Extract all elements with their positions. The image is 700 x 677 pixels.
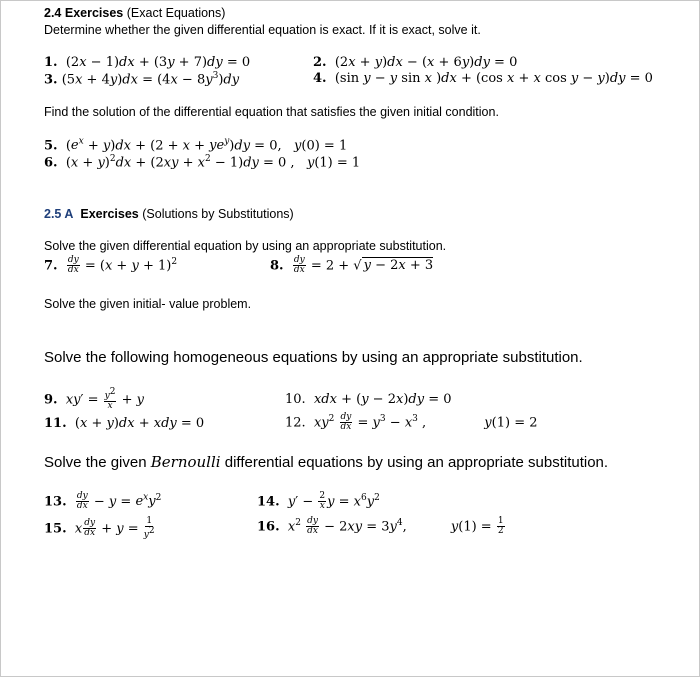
problem-4: 4. (sin y − y sin x )dx + (cos x + x cos y − y)dy = 0 (313, 71, 653, 86)
problem-3: 3. $(5x + 4y)dx = (4x - 8y^3)dy$ (44, 71, 240, 88)
ivp-instruction-2: Solve the given initial- value problem. (44, 297, 252, 311)
problem-7: 7. $\frac{dy}{dx}$ = $(x + y + 1)^2$ (44, 255, 178, 276)
problem-1: 1. (2x − 1)dx + (3y + 7)dy = 0 (44, 55, 251, 70)
problem-5: 5. $(e^x + y)dx + (2 + x + ye^y)dy = 0$, y(0) = 1 (44, 137, 348, 154)
bernoulli-instruction: Solve the given Bernoulli differential equations by using an appropriate substitution. (44, 453, 609, 471)
problem-9: 9. xy′ = $\frac{y^2}{x}$ + y (44, 387, 144, 412)
problem-16: 16. $x^2$ $\frac{dy}{dx}$ − $2xy = 3y^4$, y(1) = $\frac{1}{2}$ (257, 516, 504, 537)
section-2-5-heading: 2.5 A Exercises (Solutions by Substitutions) (44, 207, 294, 221)
problem-8: 8. $\frac{dy}{dx}$ = 2 + √ y − 2x + 3 (270, 255, 434, 276)
section-2-5-instruction: Solve the given differential equation by using an appropriate substitution. (44, 239, 447, 253)
ivp-instruction: Find the solution of the differential equation that satisfies the given initial condition. (44, 105, 499, 119)
problem-13: 13. $\frac{dy}{dx}$ − $y = e^xy^2$ (44, 491, 162, 512)
section-2-4-heading: 2.4 Exercises (Exact Equations) (44, 6, 226, 20)
problem-11: 11. (x + y)dx + xdy = 0 (44, 416, 205, 431)
problem-10: 10. xdx + (y − 2x)dy = 0 (285, 392, 452, 407)
section-2-4-instruction: Determine whether the given differential equation is exact. If it is exact, solve it. (44, 23, 481, 37)
problem-14: 14. y′ − $\frac{2}{x}$ $y = x^6y^2$ (257, 491, 380, 512)
homogeneous-instruction: Solve the following homogeneous equations by using an appropriate substitution. (44, 349, 583, 366)
problem-15: 15. x $\frac{dy}{dx}$ + y = $\frac{1}{y^2}$ (44, 516, 155, 541)
problem-12: 12. $xy^2$ $\frac{dy}{dx}$ = $y^3 - x^3$ , y(1) = 2 (285, 412, 538, 433)
problem-2: 2. (2x + y)dx − (x + 6y)dy = 0 (313, 55, 518, 70)
problem-6: 6. $(x + y)^2dx + (2xy + x^2 - 1)dy = 0$ , y(1) = 1 (44, 154, 361, 171)
